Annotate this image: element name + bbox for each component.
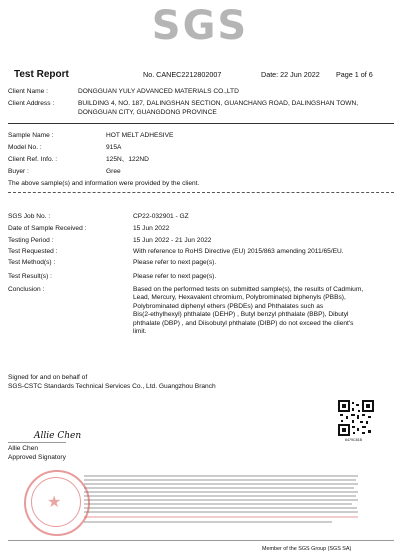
test-method-label: Test Method(s) : xyxy=(8,259,56,266)
conclusion-label: Conclusion : xyxy=(8,286,45,293)
report-number: No. CANEC2212802007 xyxy=(143,70,222,79)
test-requested-value: With reference to RoHS Directive (EU) 2015/863 amending 2011/65/EU. xyxy=(133,248,344,255)
test-result-label: Test Result(s) : xyxy=(8,273,52,280)
signatory-role: Approved Signatory xyxy=(8,454,66,461)
testing-period-label: Testing Period : xyxy=(8,237,54,244)
test-requested-label: Test Requested : xyxy=(8,248,58,255)
client-ref-label: Client Ref. Info. : xyxy=(8,156,58,163)
qr-caption: 6479C81B xyxy=(345,438,362,442)
report-date: Date: 22 Jun 2022 xyxy=(261,70,320,79)
buyer-value: Gree xyxy=(106,168,121,175)
signed-for-line: Signed for and on behalf of xyxy=(8,374,88,381)
client-name-value: DONGGUAN YULY ADVANCED MATERIALS CO.,LTD xyxy=(78,88,239,95)
conclusion-line: limit. xyxy=(133,328,147,336)
buyer-label: Buyer : xyxy=(8,168,29,175)
signature-line xyxy=(8,442,66,443)
client-name-label: Client Name : xyxy=(8,88,48,95)
client-address-label: Client Address : xyxy=(8,100,55,107)
sgs-group-member: Member of the SGS Group (SGS SA) xyxy=(262,546,352,552)
client-address-line1: BUILDING 4, NO. 187, DALINGSHAN SECTION, GUANCHANG ROAD, DALINGSHAN TOWN, xyxy=(78,100,359,107)
received-value: 15 Jun 2022 xyxy=(133,225,170,232)
handwritten-signature: Allie Chen xyxy=(34,431,82,441)
test-result-value: Please refer to next page(s). xyxy=(133,273,217,280)
received-label: Date of Sample Received : xyxy=(8,225,87,232)
signed-company-line: SGS-CSTC Standards Technical Services Co., Ltd. Guangzhou Branch xyxy=(8,383,216,390)
conclusion-line: phthalate (DBP) , and Diisobutyl phthalate (DIBP) do not exceed the client's xyxy=(133,319,354,327)
sample-name-value: HOT MELT ADHESIVE xyxy=(106,132,174,139)
report-title: Test Report xyxy=(14,69,69,80)
divider xyxy=(8,123,394,124)
conclusion-line: Polybrominated diphenyl ethers (PBDEs) and Phthalates such as xyxy=(133,302,324,310)
sgs-logo: SGS xyxy=(151,3,249,49)
client-ref-value: 125N、122ND xyxy=(106,156,149,163)
job-no-label: SGS Job No. : xyxy=(8,213,51,220)
sample-note: The above sample(s) and information were provided by the client. xyxy=(8,180,200,187)
test-method-value: Please refer to next page(s). xyxy=(133,259,217,266)
conclusion-line: Lead, Mercury, Hexavalent chromium, Polybrominated biphenyls (PBBs), xyxy=(133,294,346,302)
footer-divider xyxy=(8,540,394,541)
sample-name-label: Sample Name : xyxy=(8,132,54,139)
signatory-name: Allie Chen xyxy=(8,445,39,452)
model-value: 915A xyxy=(106,144,122,151)
star-icon: ★ xyxy=(47,494,62,511)
dashed-divider xyxy=(8,192,394,193)
testing-period-value: 15 Jun 2022 - 21 Jun 2022 xyxy=(133,237,212,244)
company-stamp xyxy=(24,470,90,536)
footer-fine-print xyxy=(82,474,362,526)
conclusion-line: Bis(2-ethylhexyl) phthalate (DEHP) , Butyl benzyl phthalate (BBP), Dibutyl xyxy=(133,311,349,319)
page-indicator: Page 1 of 6 xyxy=(336,70,373,79)
qr-code-icon xyxy=(338,400,374,436)
job-no-value: CP22-032901 - GZ xyxy=(133,213,189,220)
conclusion-line: Based on the performed tests on submitted sample(s), the results of Cadmium, xyxy=(133,286,364,293)
client-address-line2: DONGGUAN CITY, GUANGDONG PROVINCE xyxy=(78,109,217,116)
conclusion-text xyxy=(133,286,395,336)
model-label: Model No. : xyxy=(8,144,42,151)
